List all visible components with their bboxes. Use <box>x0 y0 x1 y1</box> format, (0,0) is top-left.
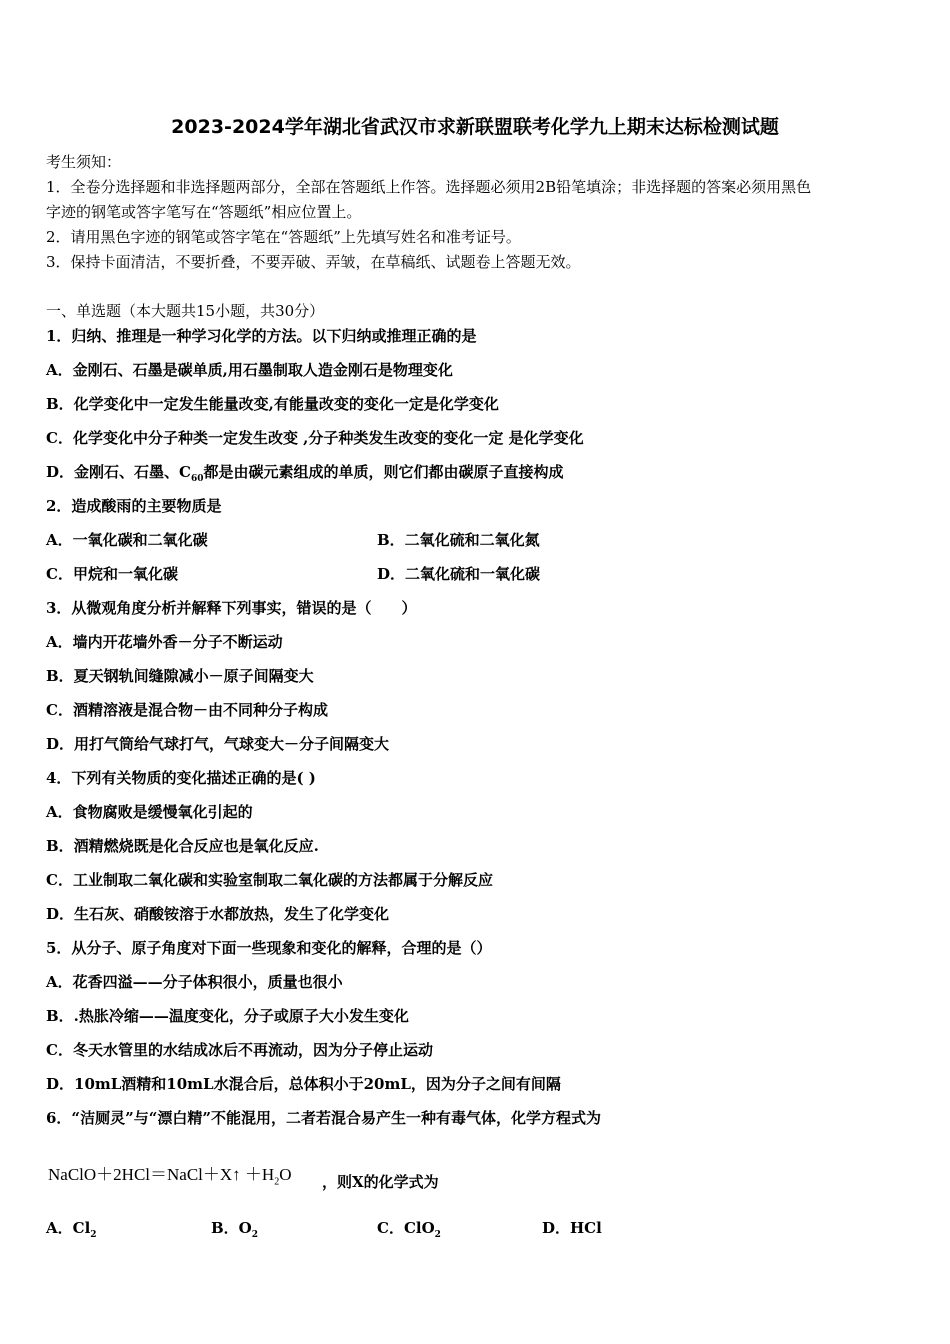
question-5-option-a: A．花香四溢——分子体积很小，质量也很小 <box>46 973 343 991</box>
question-5-option-b: B．.热胀冷缩——温度变化，分子或原子大小发生变化 <box>46 1007 409 1025</box>
question-5-option-d: D．10mL酒精和10mL水混合后，总体积小于20mL，因为分子之间有间隔 <box>46 1075 561 1093</box>
question-3-option-a: A．墙内开花墙外香－分子不断运动 <box>46 633 283 651</box>
question-4-option-d: D．生石灰、硝酸铵溶于水都放热，发生了化学变化 <box>46 905 390 923</box>
notice-item-3: 3．保持卡面清洁，不要折叠，不要弄破、弄皱，在草稿纸、试题卷上答题无效。 <box>46 253 581 271</box>
question-6-option-b: B．$O_2$ <box>211 1219 259 1240</box>
question-6-stem: 6．“洁厕灵”与“漂白精”不能混用，二者若混合易产生一种有毒气体，化学方程式为 <box>46 1109 601 1127</box>
question-2-stem: 2．造成酸雨的主要物质是 <box>46 497 222 515</box>
question-1-option-c: C．化学变化中分子种类一定发生改变 ,分子种类发生改变的变化一定 是化学变化 <box>46 429 584 447</box>
question-4-option-a: A．食物腐败是缓慢氧化引起的 <box>46 803 253 821</box>
question-3-option-d: D．用打气筒给气球打气，气球变大－分子间隔变大 <box>46 735 390 753</box>
notice-heading: 考生须知： <box>46 153 122 171</box>
question-1-option-b: B．化学变化中一定发生能量改变,有能量改变的变化一定是化学变化 <box>46 395 499 413</box>
notice-item-1: 1．全卷分选择题和非选择题两部分，全部在答题纸上作答。选择题必须用2B铅笔填涂；非选择题的答案必须用黑色 <box>46 178 812 196</box>
question-5-stem: 5．从分子、原子角度对下面一些现象和变化的解释，合理的是（） <box>46 939 492 957</box>
question-1-option-a: A．金刚石、石墨是碳单质,用石墨制取人造金刚石是物理变化 <box>46 361 453 379</box>
question-1-stem: 1．归纳、推理是一种学习化学的方法。以下归纳或推理正确的是 <box>46 327 477 345</box>
question-2-option-a: A．一氧化碳和二氧化碳 <box>46 531 208 549</box>
question-2-option-d: D．二氧化硫和一氧化碳 <box>377 565 541 583</box>
notice-item-2: 2．请用黑色字迹的钢笔或答字笔在“答题纸”上先填写姓名和准考证号。 <box>46 228 521 246</box>
question-3-stem: 3．从微观角度分析并解释下列事实，错误的是（ ） <box>46 599 417 617</box>
question-6-prompt: ，则X的化学式为 <box>322 1173 439 1191</box>
question-3-option-c: C．酒精溶液是混合物－由不同种分子构成 <box>46 701 328 719</box>
question-4-stem: 4．下列有关物质的变化描述正确的是( ) <box>46 769 316 787</box>
question-4-option-c: C．工业制取二氧化碳和实验室制取二氧化碳的方法都属于分解反应 <box>46 871 493 889</box>
chemical-equation: NaClO＋2HCl＝NaCl＋X↑ $+H_2O$ <box>48 1165 292 1188</box>
question-1-option-d: D．金刚石、石墨、$C_{60}$都是由碳元素组成的单质，则它们都由碳原子直接构成 <box>46 463 564 484</box>
question-2-option-b: B．二氧化硫和二氧化氮 <box>377 531 540 549</box>
question-5-option-c: C．冬天水管里的水结成冰后不再流动，因为分子停止运动 <box>46 1041 433 1059</box>
question-4-option-b: B．酒精燃烧既是化合反应也是氧化反应. <box>46 837 319 855</box>
question-6-option-d: D．HCl <box>542 1219 602 1237</box>
section-heading: 一、单选题（本大题共15小题，共30分） <box>46 302 325 320</box>
question-6-option-c: C．ClO$_2$ <box>377 1219 441 1240</box>
question-3-option-b: B．夏天钢轨间缝隙减小－原子间隔变大 <box>46 667 314 685</box>
notice-item-1-cont: 字迹的钢笔或答字笔写在“答题纸”相应位置上。 <box>46 203 362 221</box>
exam-title: 2023-2024学年湖北省武汉市求新联盟联考化学九上期末达标检测试题 <box>171 116 779 138</box>
question-2-option-c: C．甲烷和一氧化碳 <box>46 565 178 583</box>
question-6-option-a: A．$Cl_2$ <box>46 1219 97 1240</box>
